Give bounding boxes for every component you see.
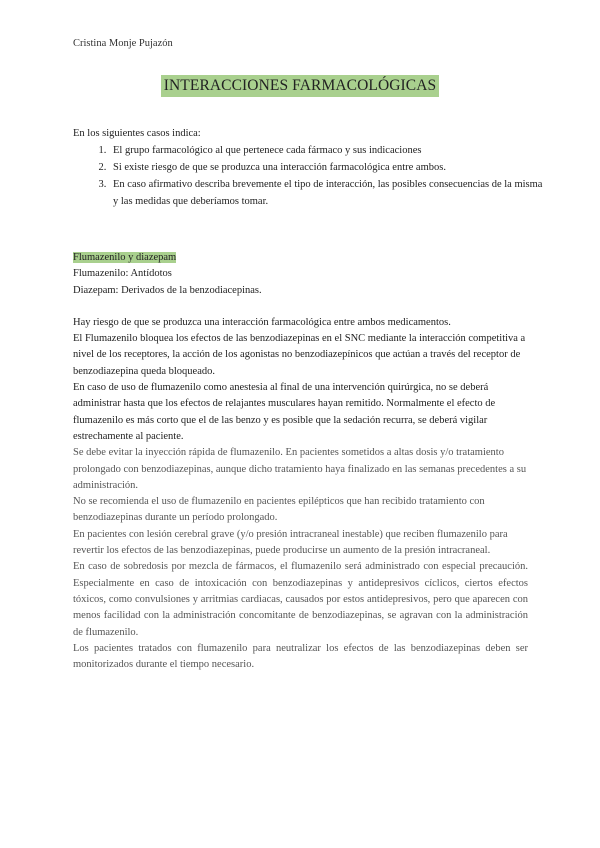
paragraph-8: Los pacientes tratados con flumazenilo para neutralizar los efectos de las benzodiazepinas deben ser monitorizados durante el tiempo necesario.: [73, 642, 528, 671]
drug1-line: Flumazenilo: Antídotos: [73, 268, 172, 280]
paragraph-3: En caso de uso de flumazenilo como anestesia al final de una intervención quirúrgica, no se deberá administrar hasta que los efectos de relajantes musculares hayan remitido. Normalmente el efecto de flumazenilo es más corto que el de las benzo y es posible que la sedación recurra, se deberá vigilar estrechamente al paciente.: [73, 382, 496, 442]
paragraph-2: El Flumazenilo bloquea los efectos de las benzodiazepinas en el SNC mediante la interacción competitiva a nivel de los receptores, la acción de los agonistas no benzodiazepínicos que actúan a través del receptor de benzodiazepina queda bloqueado.: [73, 333, 526, 377]
paragraph-7: En caso de sobredosis por mezcla de fármacos, el flumazenilo será administrado con especial precaución. Especialmente en caso de intoxicación con benzodiazepinas y antidepresivos cíclicos, ciertos efectos tóxicos, como convulsiones y arritmias cardiacas, causados por estos antidepresivos, pero que aparecen con menos facilidad con la administración concomitante de benzodiazepinas, se agravan con la administración de flumazenilo.: [73, 561, 528, 638]
task-item-3: 3. En caso afirmativo describa brevemente el tipo de interacción, las posibles consecuencias de la misma y las medidas que deberíamos tomar.: [109, 176, 549, 210]
title-container: [0, 75, 600, 97]
task-item-2: 2. Si existe riesgo de que se produzca una interacción farmacológica entre ambos.: [109, 159, 549, 176]
spacer: [73, 299, 528, 315]
paragraph-1: Hay riesgo de que se produzca una interacción farmacológica entre ambos medicamentos.: [73, 316, 451, 328]
paragraph-6: En pacientes con lesión cerebral grave (y/o presión intracraneal inestable) que reciben flumazenilo para revertir los efectos de las benzodiazepinas, puede producirse un aumento de la presión intracraneal.: [73, 528, 508, 557]
page-title: INTERACCIONES FARMACOLÓGICAS: [161, 75, 440, 97]
case-heading: Flumazenilo y diazepam: [73, 252, 177, 263]
author-name: Cristina Monje Pujazón: [73, 38, 173, 49]
paragraph-5: No se recomienda el uso de flumazenilo en pacientes epilépticos que han recibido tratamiento con benzodiazepinas durante un período prolongado.: [73, 496, 485, 524]
task-item-1: 1. El grupo farmacológico al que pertenece cada fármaco y sus indicaciones: [109, 142, 549, 159]
task-list: [90, 142, 549, 210]
case-body: [73, 250, 528, 673]
intro-text: En los siguientes casos indica:: [73, 128, 201, 139]
paragraph-4: Se debe evitar la inyección rápida de flumazenilo. En pacientes sometidos a altas dosis y/o tratamiento prolongado con benzodiazepinas, aunque dicho tratamiento haya finalizado en las semanas precedentes a su administración.: [73, 447, 527, 491]
drug2-line: Diazepam: Derivados de la benzodiacepinas.: [73, 284, 262, 296]
